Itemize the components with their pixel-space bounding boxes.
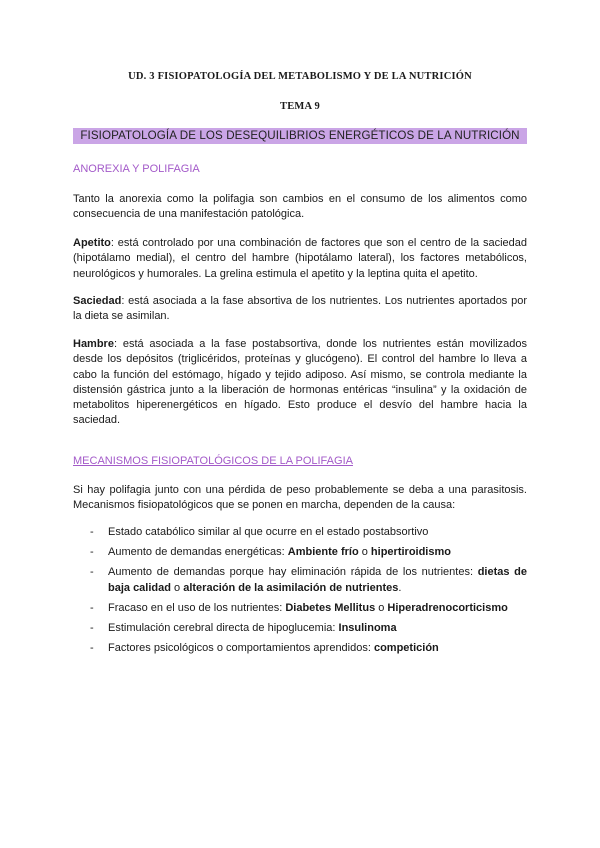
list-item-bold: competición	[373, 642, 439, 655]
paragraph-mecanismos-intro: Si hay polifagia junto con una pérdida de peso probablemente se deba a una parasitosis. Mecanismos fisiopatológicos que se ponen en marcha, dependen de la causa:	[73, 484, 527, 512]
paragraph-hambre	[73, 337, 527, 429]
list-item-text: o	[375, 602, 388, 615]
list-item-text: o	[170, 581, 184, 594]
list-item-bold: Ambiente frío	[287, 546, 359, 559]
list-item-bold: dietas de baja calidad	[108, 566, 527, 594]
term-saciedad: Saciedad	[73, 295, 122, 307]
list-bullet: -	[90, 526, 94, 538]
list-bullet: -	[90, 642, 94, 655]
list-item-text: Factores psicológicos o comportamientos aprendidos:	[108, 642, 374, 655]
apetito-text: : está controlado por una combinación de factores que son el centro de la saciedad (hipotálamo medial), el centro del hambre (hipotálamo lateral), los factores metabólicos, neurológicos y humorales. La grelina estimula el apetito y la leptina quita el apetito.	[73, 237, 527, 280]
term-apetito: Apetito	[73, 237, 111, 249]
list-item-bold: Hiperadrenocorticismo	[387, 602, 508, 615]
list-item-text: Aumento de demandas energéticas:	[108, 546, 288, 559]
section-title-mecanismos: MECANISMOS FISIOPATOLÓGICOS DE LA POLIFAGIA	[73, 455, 353, 467]
list-item-text: .	[398, 581, 402, 594]
list-item-bold: Diabetes Mellitus	[285, 602, 376, 615]
list-bullet: -	[90, 622, 94, 635]
list-item-text: Estado catabólico similar al que ocurre en el estado postabsortivo	[108, 526, 429, 538]
list-item-text: Estimulación cerebral directa de hipoglucemia:	[108, 622, 339, 635]
list-bullet: -	[90, 602, 94, 615]
unit-heading: UD. 3 FISIOPATOLOGÍA DEL METABOLISMO Y DE LA NUTRICIÓN	[128, 71, 472, 82]
mechanisms-list	[73, 525, 527, 657]
list-bullet: -	[90, 566, 94, 579]
list-item	[73, 621, 527, 637]
term-hambre: Hambre	[73, 338, 114, 350]
list-item-bold: hipertiroidismo	[370, 546, 451, 559]
list-item-text: Aumento de demandas porque hay eliminación rápida de los nutrientes:	[108, 566, 478, 579]
list-item	[73, 545, 527, 561]
list-bullet: -	[90, 546, 94, 559]
list-item	[73, 565, 527, 597]
list-item	[73, 601, 527, 617]
section-title-anorexia: ANOREXIA Y POLIFAGIA	[73, 163, 200, 175]
list-item-text: Fracaso en el uso de los nutrientes:	[108, 602, 286, 615]
saciedad-text: : está asociada a la fase absortiva de los nutrientes. Los nutrientes aportados por la dieta se asimilan.	[73, 295, 527, 323]
list-item-bold: Insulinoma	[338, 622, 397, 635]
list-item	[73, 525, 527, 541]
topic-banner: FISIOPATOLOGÍA DE LOS DESEQUILIBRIOS ENERGÉTICOS DE LA NUTRICIÓN	[73, 128, 527, 144]
paragraph-apetito	[73, 236, 527, 282]
paragraph-intro: Tanto la anorexia como la polifagia son cambios en el consumo de los alimentos como consecuencia de una manifestación patológica.	[73, 193, 527, 221]
list-item-bold: alteración de la asimilación de nutrientes	[183, 581, 399, 594]
tema-heading: TEMA 9	[280, 101, 320, 112]
paragraph-saciedad	[73, 294, 527, 325]
hambre-text: : está asociada a la fase postabsortiva, donde los nutrientes están movilizados desde los depósitos (triglicéridos, proteínas y glucógeno). El control del hambre lo lleva a cabo la función del estómago, hígado y tejido adiposo. Así mismo, se controla mediante la distensión gástrica junto a la liberación de hormonas entéricas “insulina” y la oxidación de metabolitos hiperenergéticos en hígado. Esto produce el desvío del hambre hacia la saciedad.	[73, 338, 527, 427]
list-item-text: o	[358, 546, 371, 559]
list-item	[73, 641, 527, 657]
